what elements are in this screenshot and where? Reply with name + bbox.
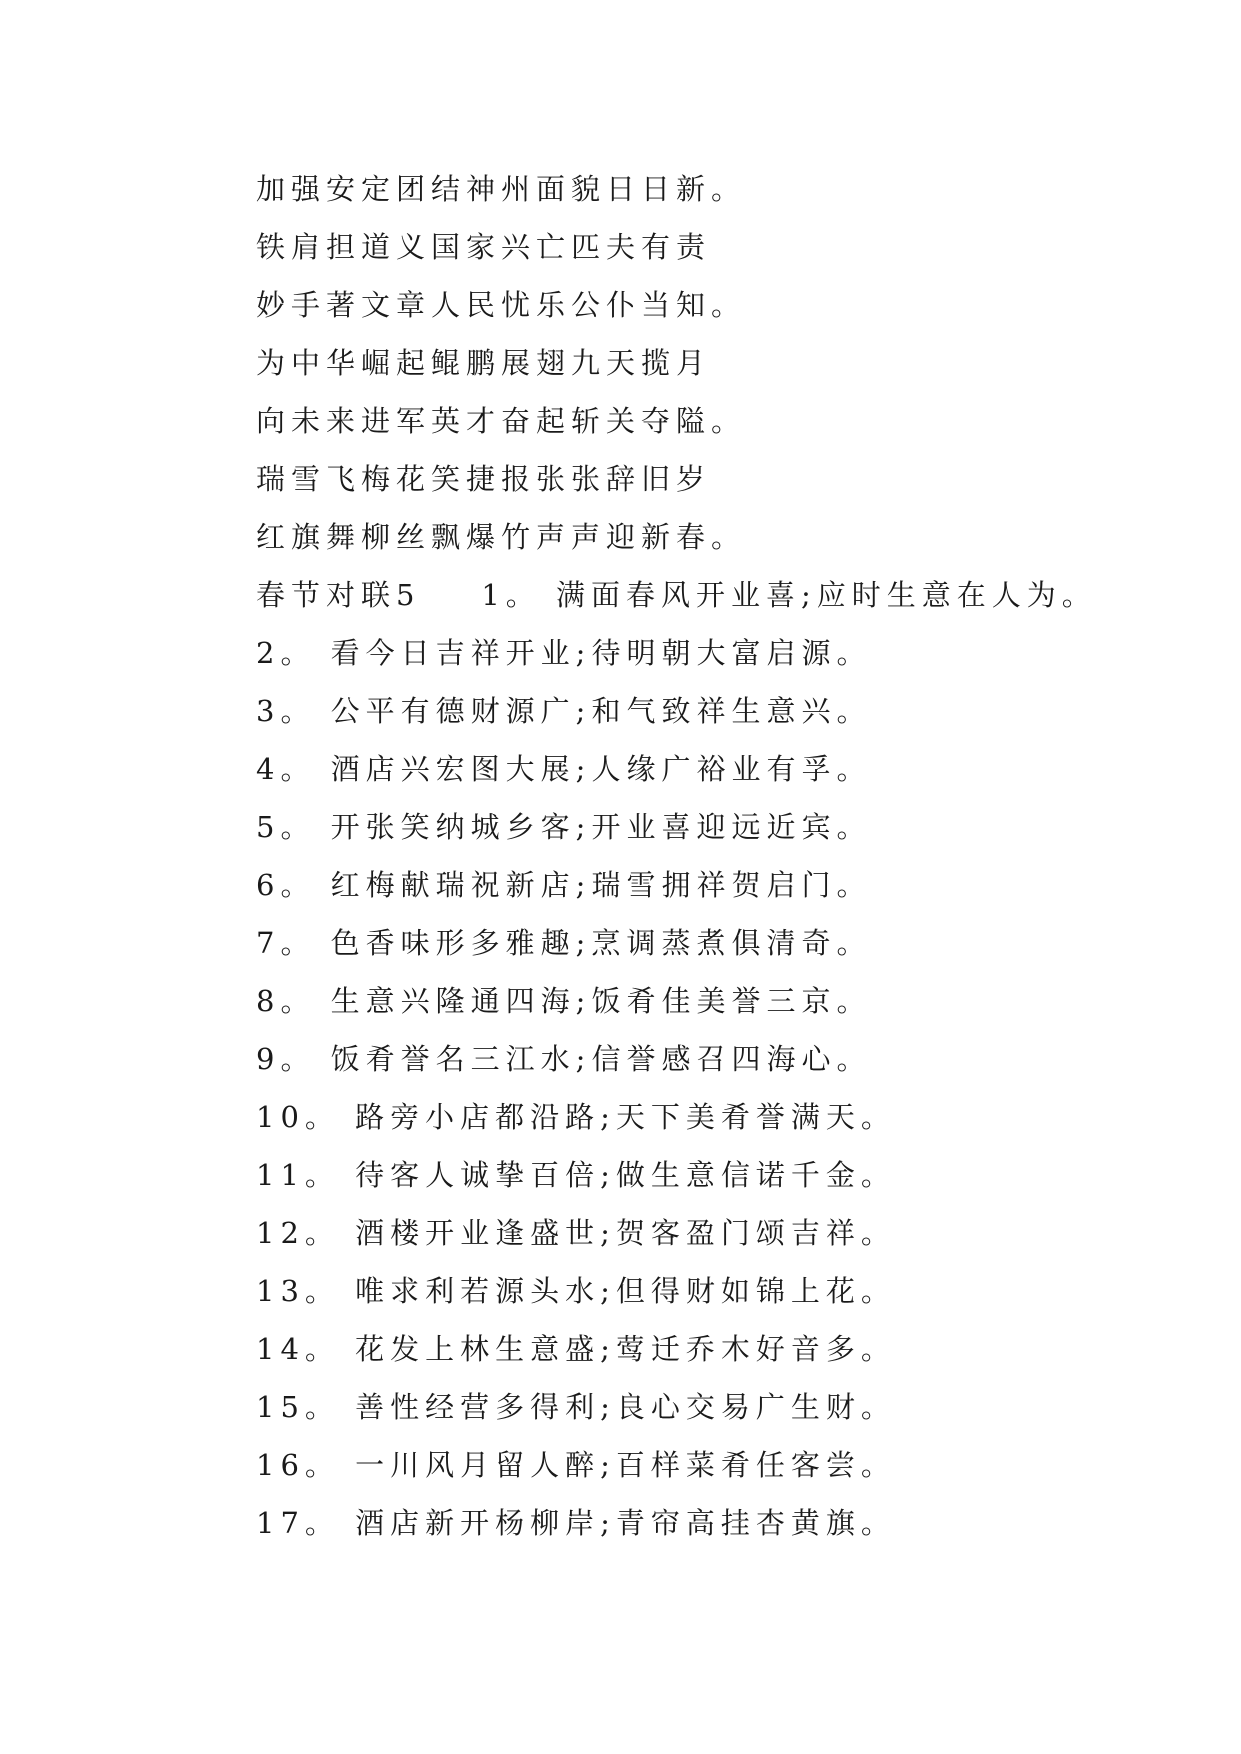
text-line: 9。 饭肴誉名三江水;信誉感召四海心。: [256, 1042, 872, 1076]
text-line: 11。 待客人诚挚百倍;做生意信诺千金。: [256, 1158, 896, 1192]
text-line: 7。 色香味形多雅趣;烹调蒸煮俱清奇。: [256, 926, 872, 960]
text-line: 8。 生意兴隆通四海;饭肴佳美誉三京。: [256, 984, 872, 1018]
text-line: 瑞雪飞梅花笑捷报张张辞旧岁: [256, 462, 712, 496]
text-line: 加强安定团结神州面貌日日新。: [256, 172, 747, 206]
text-line: 10。 路旁小店都沿路;天下美肴誉满天。: [256, 1100, 896, 1134]
text-line: 2。 看今日吉祥开业;待明朝大富启源。: [256, 636, 872, 670]
text-line: 5。 开张笑纳城乡客;开业喜迎远近宾。: [256, 810, 872, 844]
document-body: [256, 160, 1156, 1552]
text-line: 12。 酒楼开业逢盛世;贺客盈门颂吉祥。: [256, 1216, 896, 1250]
text-line: 3。 公平有德财源广;和气致祥生意兴。: [256, 694, 872, 728]
text-line: 4。 酒店兴宏图大展;人缘广裕业有孚。: [256, 752, 872, 786]
text-line: 15。 善性经营多得利;良心交易广生财。: [256, 1390, 896, 1424]
text-line: 13。 唯求利若源头水;但得财如锦上花。: [256, 1274, 896, 1308]
text-line: 6。 红梅献瑞祝新店;瑞雪拥祥贺启门。: [256, 868, 872, 902]
text-line: 为中华崛起鲲鹏展翅九天揽月: [256, 346, 712, 380]
text-line: 铁肩担道义国家兴亡匹夫有责: [256, 230, 712, 264]
text-line: 17。 酒店新开杨柳岸;青帘高挂杏黄旗。: [256, 1506, 896, 1540]
text-line: 妙手著文章人民忧乐公仆当知。: [256, 288, 747, 322]
text-line: 向未来进军英才奋起斩关夺隘。: [256, 404, 747, 438]
text-line: 14。 花发上林生意盛;莺迁乔木好音多。: [256, 1332, 896, 1366]
text-line: 春节对联5 1。 满面春风开业喜;应时生意在人为。: [256, 578, 1097, 612]
text-line: 16。 一川风月留人醉;百样菜肴任客尝。: [256, 1448, 896, 1482]
text-line: 红旗舞柳丝飘爆竹声声迎新春。: [256, 520, 747, 554]
